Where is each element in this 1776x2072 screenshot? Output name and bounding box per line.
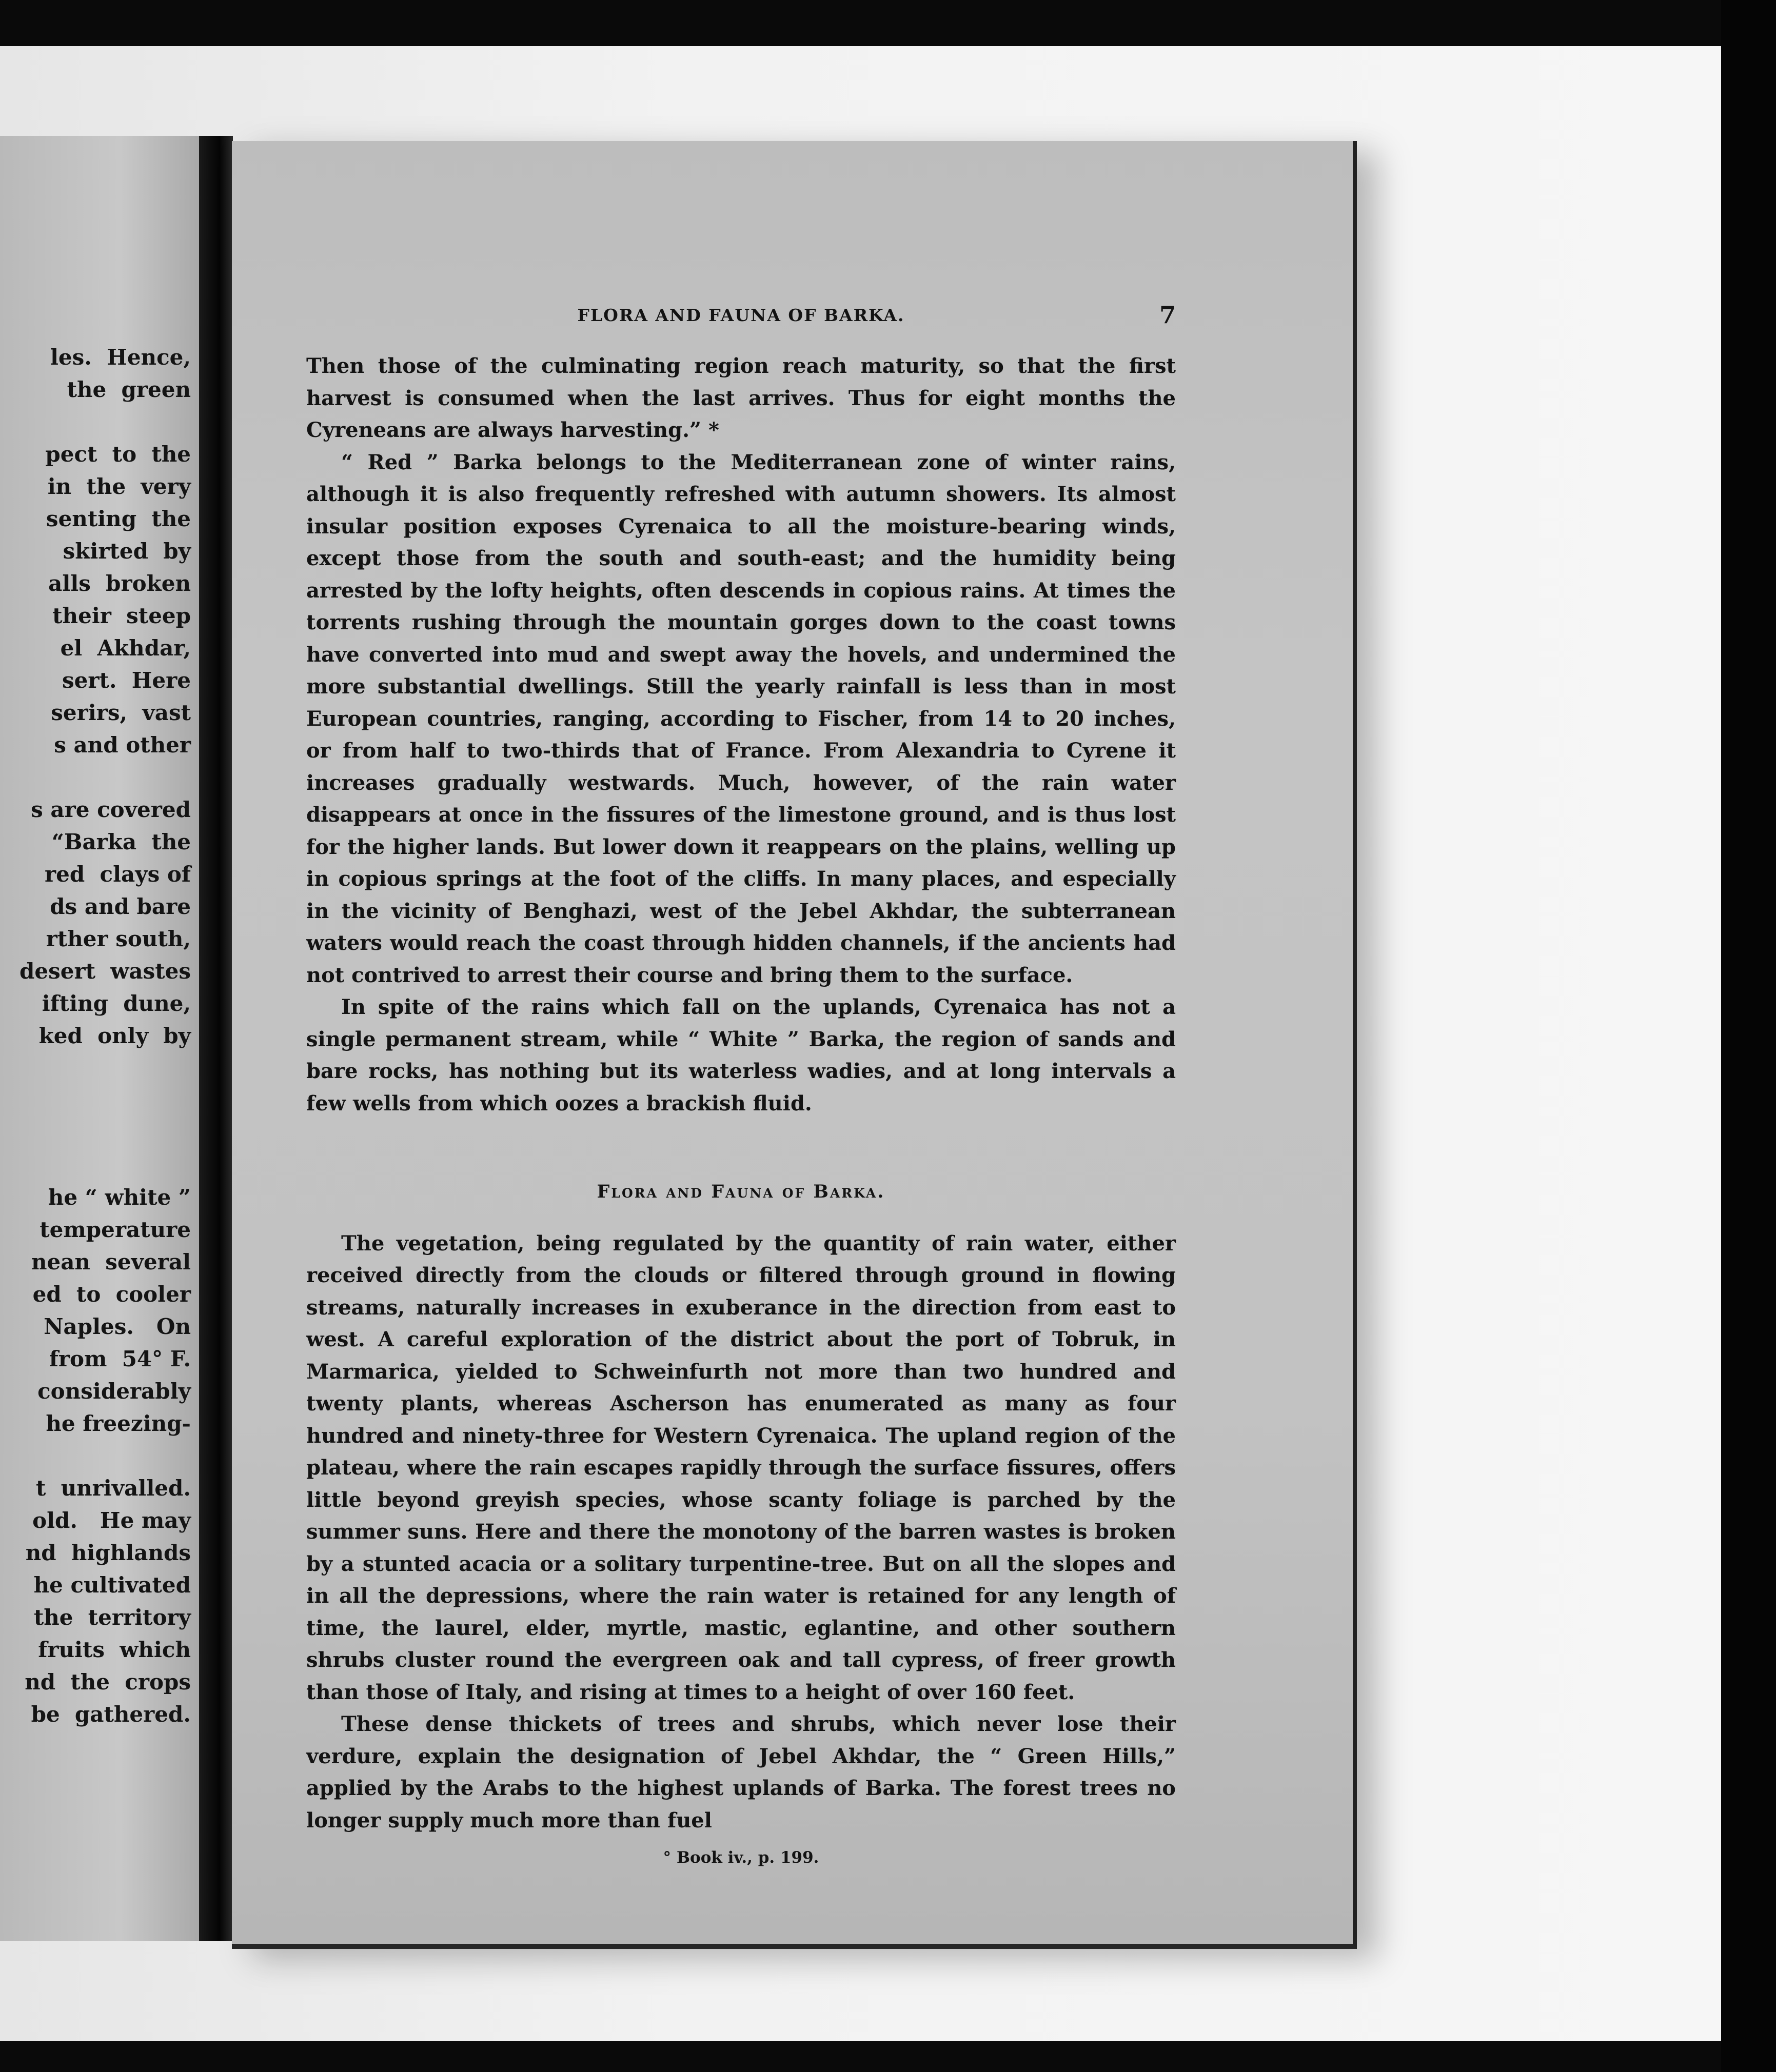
- book-gutter: [199, 136, 233, 1941]
- body-text: [306, 350, 1176, 1874]
- paragraph-3: In spite of the rains which fall on the uplands, Cyrenaica has not a single permanent stream, while “ White ” Barka, the region of sands and bare rocks, has nothing but its waterless wadies, and at long intervals a few wells from which oozes a brackish fluid.: [306, 995, 1176, 1115]
- section-paragraph-2: These dense thickets of trees and shrubs, which never lose their verdure, explain the designation of Jebel Akhdar, the “ Green Hills,” applied by the Arabs to the highest uplands of Barka. The forest trees no longer supply much more than fuel: [306, 1712, 1176, 1832]
- section-heading: Flora and Fauna of Barka.: [597, 1181, 885, 1202]
- running-head: [306, 301, 1176, 336]
- running-title: FLORA AND FAUNA OF BARKA.: [577, 305, 905, 325]
- page-number: 7: [1159, 301, 1176, 329]
- facing-page-left: [0, 136, 200, 1941]
- footnote: ° Book iv., p. 199.: [663, 1848, 819, 1867]
- facing-page-text-fragments: les. Hence, the green pect to the in the very senting the skirted by alls broken their steep el Akhdar, sert. Here serirs, vast s and other s are covered “Barka the red clays of ds and bare rther south, desert wastes ifting dune, ked only by he “ white ” temperature nean several ed to cooler Naples. On from 54° F. considerably he freezing- t unrivalled. old. He may nd highlands he cultivated the territory fruits which nd the crops be gathered.: [19, 345, 191, 1727]
- section-paragraph-1: The vegetation, being regulated by the quantity of rain water, either received directly from the clouds or filtered through ground in flowing streams, naturally increases in exuberance in the direction from east to west. A careful exploration of the district about the port of Tobruk, in Marmarica, yielded to Schweinfurth not more than two hundred and twenty plants, whereas Ascherson has enumerated as many as four hundred and ninety-three for Western Cyrenaica. The upland region of the plateau, where the rain escapes rapidly through the surface fissures, offers little beyond greyish species, whose scanty foliage is parched by the summer suns. Here and there the monotony of the barren wastes is broken by a stunted acacia or a solitary turpentine-tree. But on all the slopes and in all the depressions, where the rain water is retained for any length of time, the laurel, elder, myrtle, mastic, eglantine, and other southern shrubs cluster round the evergreen oak and tall cypress, of freer growth than those of Italy, and rising at times to a height of over 160 feet.: [306, 1231, 1176, 1704]
- book-page: [232, 141, 1357, 1949]
- paragraph-2: “ Red ” Barka belongs to the Mediterranean zone of winter rains, although it is also frequently refreshed with autumn showers. Its almost insular position exposes Cyrenaica to all the moisture-bearing winds, except those from the south and south-east; and the humidity being arrested by the lofty heights, often descends in copious rains. At times the torrents rushing through the mountain gorges down to the coast towns have converted into mud and swept away the hovels, and undermined the more substantial dwellings. Still the yearly rainfall is less than in most European countries, ranging, according to Fischer, from 14 to 20 inches, or from half to two-thirds that of France. From Alexandria to Cyrene it increases gradually westwards. Much, however, of the rain water disappears at once in the fissures of the limestone ground, and is thus lost for the higher lands. But lower down it reappears on the plains, welling up in copious springs at the foot of the cliffs. In many places, and especially in the vicinity of Benghazi, west of the Jebel Akhdar, the subterranean waters would reach the coast through hidden channels, if the ancients had not contrived to arrest their course and bring them to the surface.: [306, 450, 1176, 987]
- paragraph-1: Then those of the culminating region reach maturity, so that the first harvest is consumed when the last arrives. Thus for eight months the Cyreneans are always harvesting.” *: [306, 354, 1176, 442]
- scan-edge-right: [1721, 0, 1776, 2072]
